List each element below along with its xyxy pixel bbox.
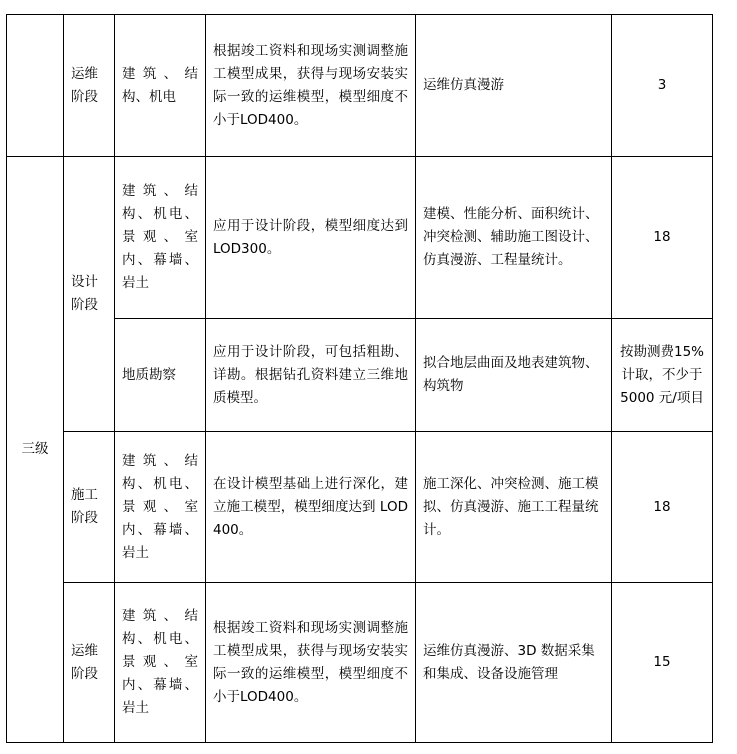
disciplines-cell: 建筑、结构、机电 <box>115 15 206 157</box>
requirement-cell: 应用于设计阶段，可包括粗勘、详勘。根据钻孔资料建立三维地质模型。 <box>206 319 416 432</box>
level-cell: 三级 <box>7 157 64 743</box>
disciplines-cell: 地质勘察 <box>115 319 206 432</box>
applications-cell: 运维仿真漫游、3D 数据采集和集成、设备设施管理 <box>416 583 612 743</box>
stage-label: 施工 阶段 <box>71 487 98 526</box>
stage-label: 设计 阶段 <box>71 274 98 313</box>
table-row <box>7 432 713 583</box>
stage-cell <box>64 157 115 432</box>
fee-cell: 15 <box>612 583 713 743</box>
stage-cell <box>64 583 115 743</box>
applications-cell: 运维仿真漫游 <box>416 15 612 157</box>
requirement-cell: 在设计模型基础上进行深化，建立施工模型，模型细度达到 LOD400。 <box>206 432 416 583</box>
disciplines-cell: 建筑、结构、机电、景观、室内、幕墙、岩土 <box>115 583 206 743</box>
table-row <box>7 583 713 743</box>
requirement-cell: 根据竣工资料和现场实测调整施工模型成果，获得与现场安装实际一致的运维模型，模型细度不小于LOD400。 <box>206 583 416 743</box>
level-cell-empty <box>7 15 64 157</box>
applications-cell: 拟合地层曲面及地表建筑物、构筑物 <box>416 319 612 432</box>
stage-cell <box>64 432 115 583</box>
fee-cell: 18 <box>612 432 713 583</box>
requirement-cell: 应用于设计阶段，模型细度达到 LOD300。 <box>206 157 416 319</box>
table-row <box>7 15 713 157</box>
bim-fee-table <box>6 14 713 743</box>
applications-cell: 建模、性能分析、面积统计、冲突检测、辅助施工图设计、仿真漫游、工程量统计。 <box>416 157 612 319</box>
stage-label: 运维 阶段 <box>71 642 98 682</box>
table-row <box>7 157 713 319</box>
fee-cell: 18 <box>612 157 713 319</box>
disciplines-cell: 建筑、结构、机电、景观、室内、幕墙、岩土 <box>115 157 206 319</box>
stage-label: 运维 阶段 <box>71 65 98 105</box>
stage-cell <box>64 15 115 157</box>
fee-cell: 按勘测费15%计取，不少于 5000 元/项目 <box>612 319 713 432</box>
fee-cell: 3 <box>612 15 713 157</box>
disciplines-cell: 建筑、结构、机电、景观、室内、幕墙、岩土 <box>115 432 206 583</box>
applications-cell: 施工深化、冲突检测、施工模拟、仿真漫游、施工工程量统计。 <box>416 432 612 583</box>
requirement-cell: 根据竣工资料和现场实测调整施工模型成果，获得与现场安装实际一致的运维模型，模型细度不小于LOD400。 <box>206 15 416 157</box>
